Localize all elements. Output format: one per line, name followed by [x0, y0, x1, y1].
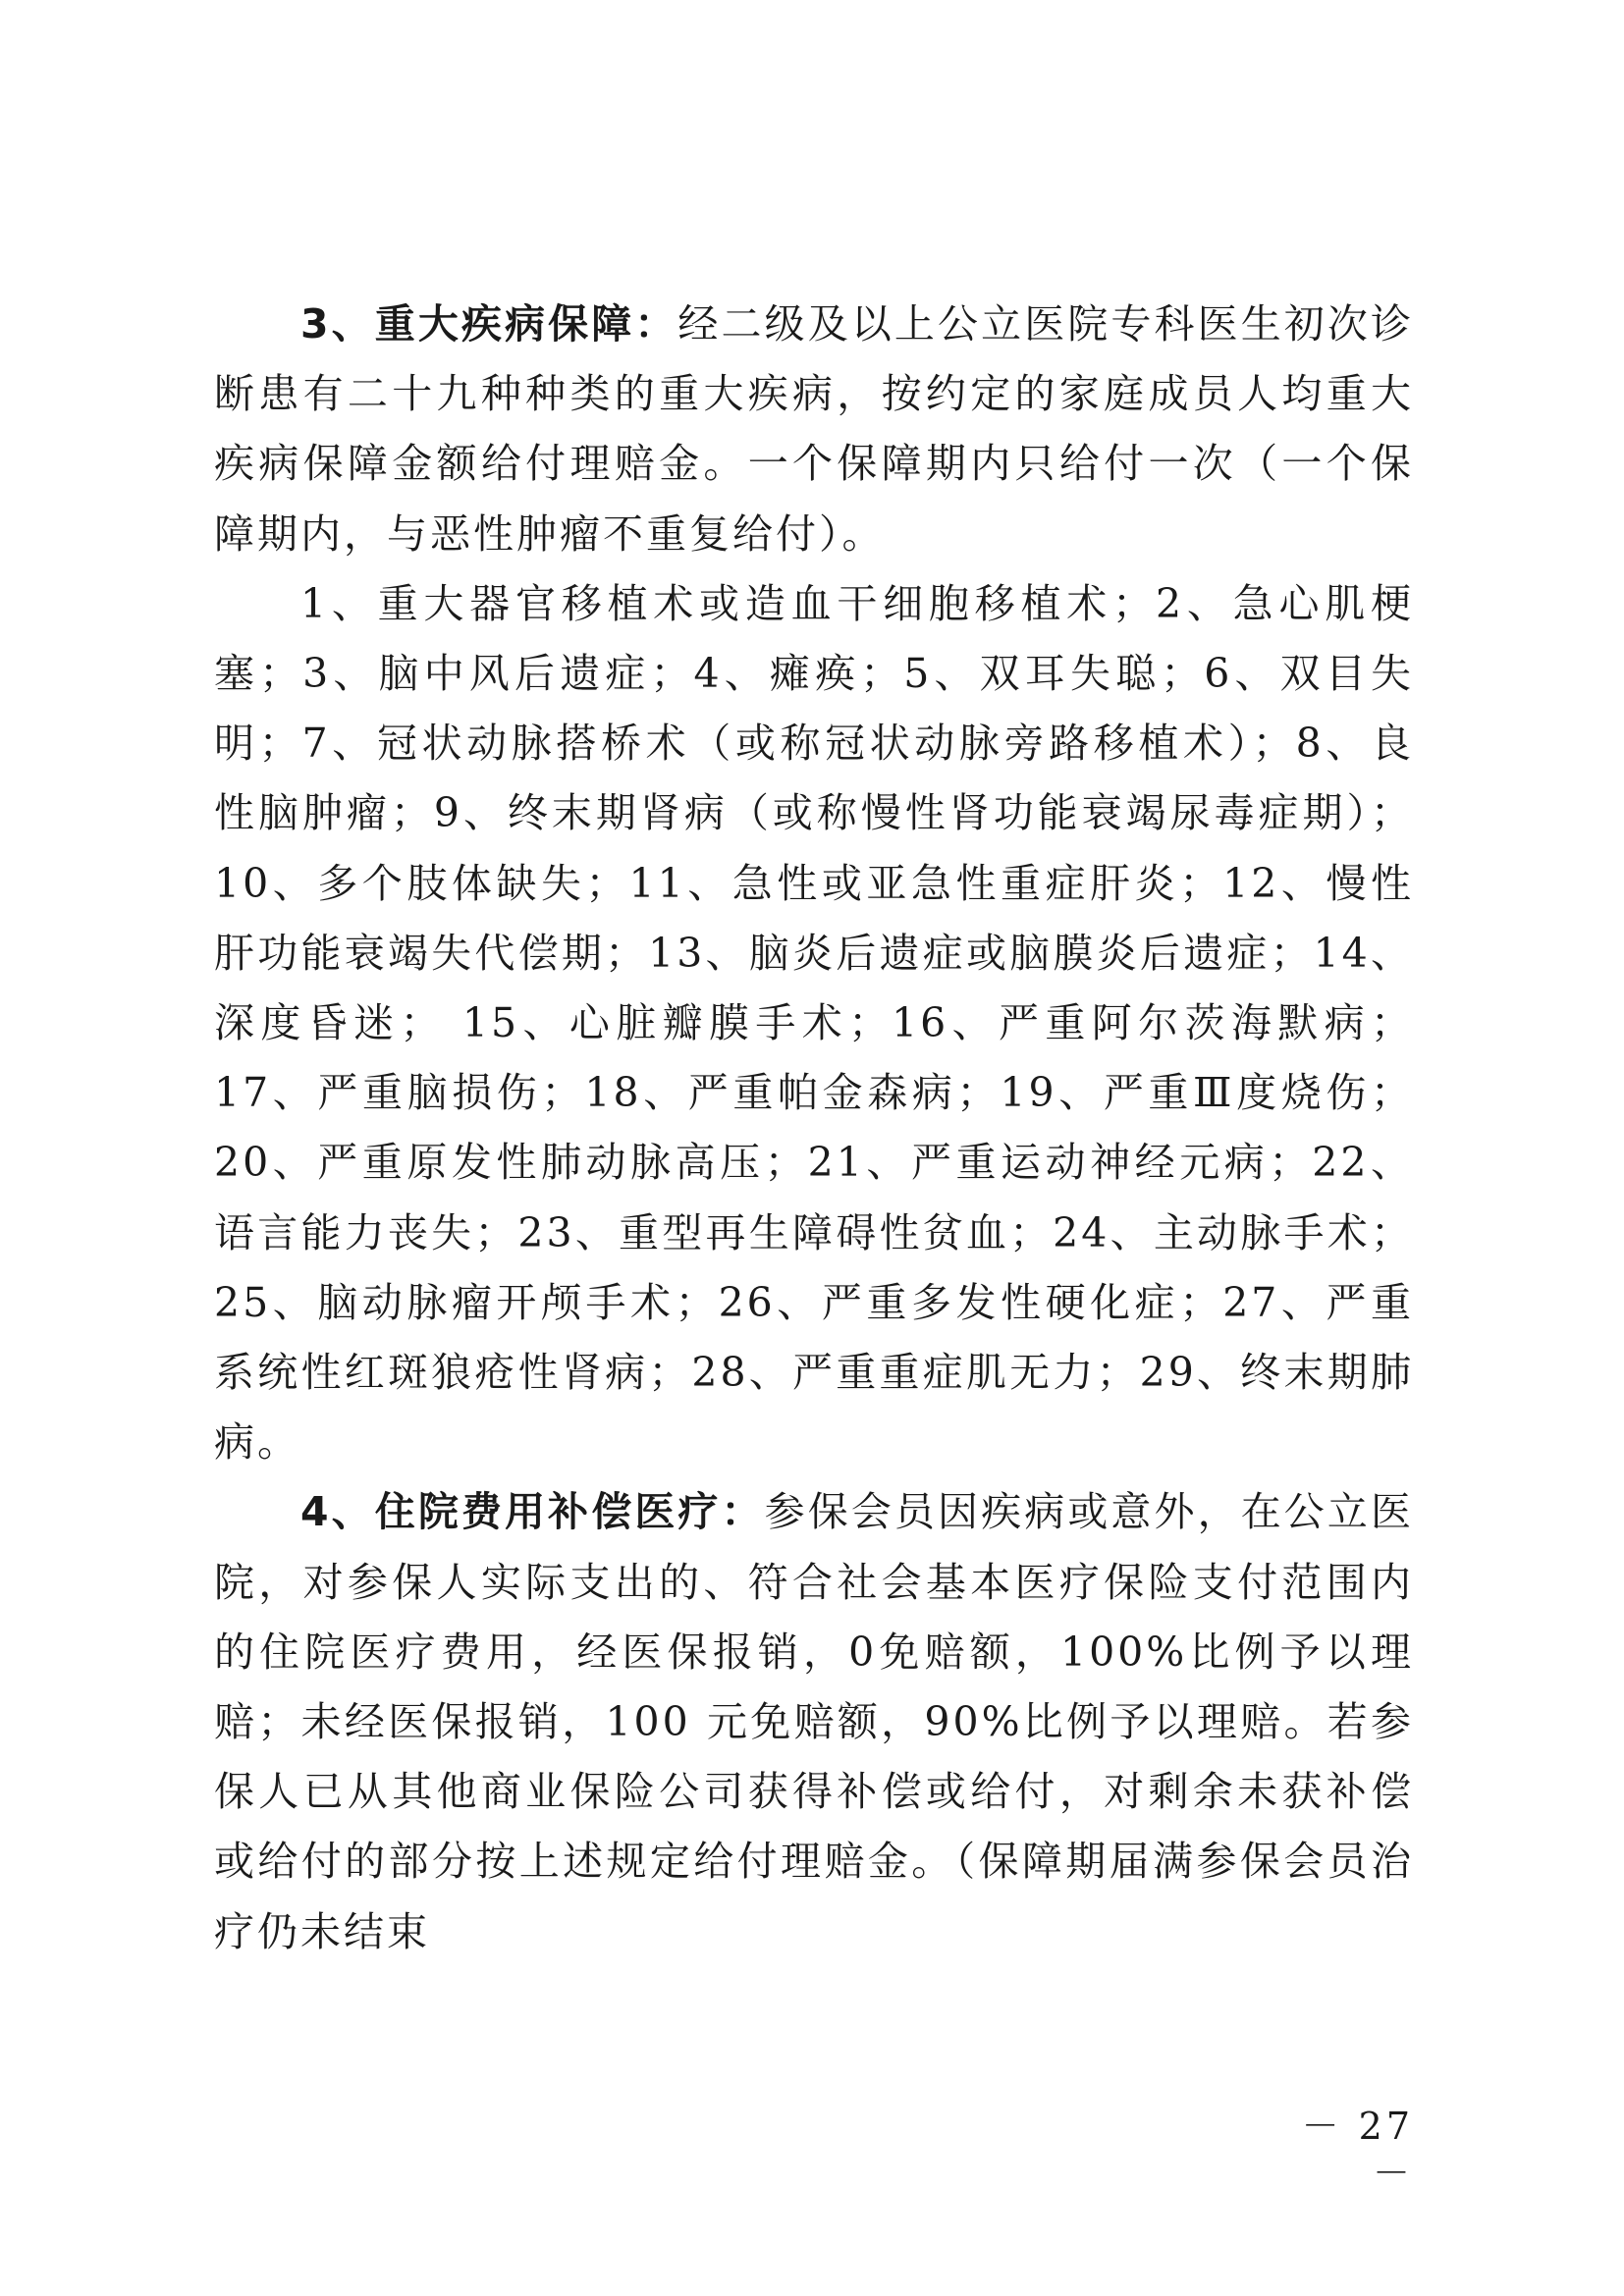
- section-heading-critical-illness: 3、重大疾病保障：: [300, 300, 678, 347]
- paragraph-text: 参保会员因疾病或意外，在公立医院，对参保人实际支出的、符合社会基本医疗保险支付范围内的住院医疗费用，经医保报销，0免赔额，100%比例予以理赔；未经医保报销，100 元免赔额，90%比例予以理赔。若参保人已从其他商业保险公司获得补偿或给付，对剩余未获补偿或给付的部分按上述规定给付理赔金。（保障期届满参保会员治疗仍未结束: [214, 1488, 1415, 1955]
- body-text: [214, 290, 1414, 1967]
- page-number: － 27 －: [1301, 2105, 1414, 2195]
- paragraph-text: 1、重大器官移植术或造血干细胞移植术；2、急心肌梗塞；3、脑中风后遗症；4、瘫痪；5、双耳失聪；6、双目失明；7、冠状动脉搭桥术（或称冠状动脉旁路移植术）；8、良性脑肿瘤；9、终末期肾病（或称慢性肾功能衰竭尿毒症期）；10、多个肢体缺失；11、急性或亚急性重症肝炎；12、慢性肝功能衰竭失代偿期；13、脑炎后遗症或脑膜炎后遗症；14、深度昏迷； 15、心脏瓣膜手术；16、严重阿尔茨海默病；17、严重脑损伤；18、严重帕金森病；19、严重Ⅲ度烧伤；20、严重原发性肺动脉高压；21、严重运动神经元病；22、语言能力丧失；23、重型再生障碍性贫血；24、主动脉手术；25、脑动脉瘤开颅手术；26、严重多发性硬化症；27、严重系统性红斑狼疮性肾病；28、严重重症肌无力；29、终末期肺病。: [214, 579, 1414, 1467]
- paragraph-illness-list: [214, 569, 1414, 1478]
- section-heading-hospitalization: 4、住院费用补偿医疗：: [300, 1488, 765, 1536]
- paragraph-text: 经二级及以上公立医院专科医生初次诊断患有二十九种种类的重大疾病，按约定的家庭成员人均重大疾病保障金额给付理赔金。一个保障期内只给付一次（一个保障期内，与恶性肿瘤不重复给付）。: [214, 300, 1415, 558]
- paragraph-critical-illness: [214, 290, 1414, 569]
- paragraph-hospitalization: [214, 1477, 1414, 1966]
